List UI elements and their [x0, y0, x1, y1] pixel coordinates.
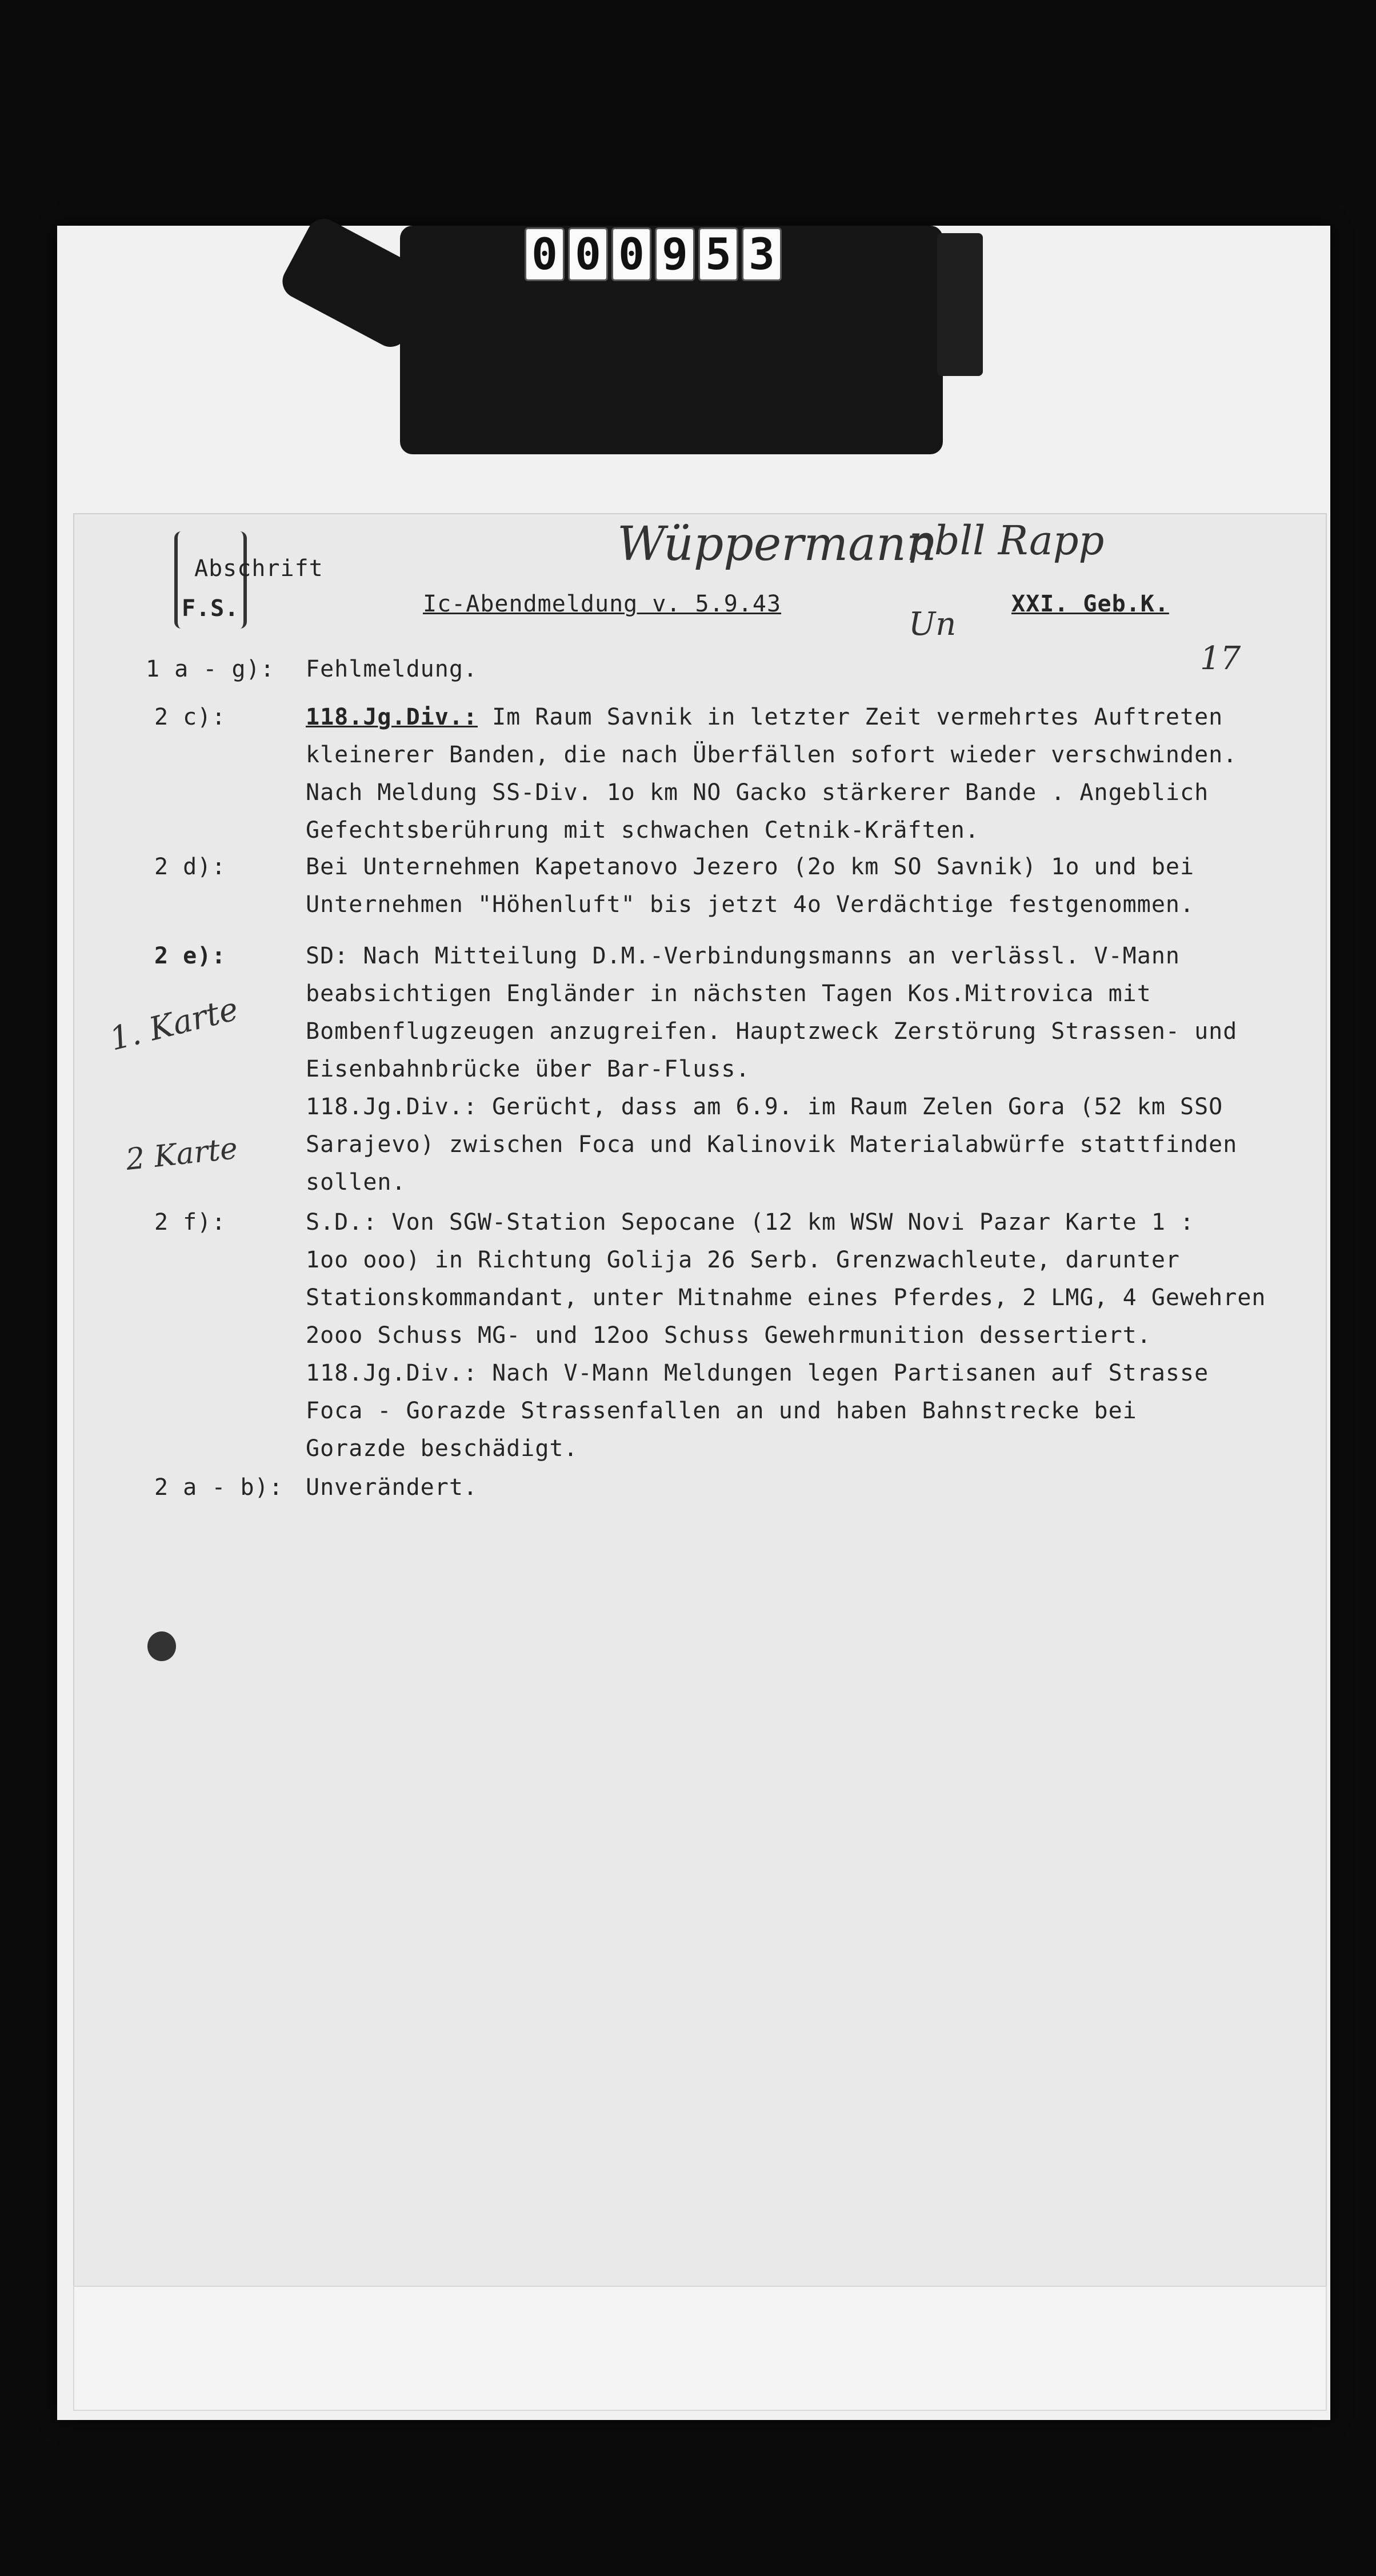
body-text: 1oo ooo) in Richtung Golija 26 Serb. Grenzwachleute, darunter — [306, 1247, 1181, 1273]
counter-digit: 5 — [698, 227, 738, 281]
body-text: S.D.: Von SGW-Station Sepocane (12 km WSW Novi Pazar Karte 1 : — [306, 1209, 1195, 1235]
section-key: 2 f): — [154, 1209, 226, 1235]
report-title: Ic-Abendmeldung v. 5.9.43 — [423, 591, 782, 617]
body-text: 118.Jg.Div.: Gerücht, dass am 6.9. im Raum Zelen Gora (52 km SSO — [306, 1094, 1223, 1120]
body-text: Bei Unternehmen Kapetanovo Jezero (2o km SO Savnik) 1o und bei — [306, 854, 1195, 880]
handwritten-name: Wüppermann — [617, 517, 937, 571]
body-text: Stationskommandant, unter Mitnahme eines Pferdes, 2 LMG, 4 Gewehren — [306, 1285, 1266, 1311]
section-key: 1 a - g): — [146, 656, 275, 682]
copy-label: Abschrift — [194, 555, 323, 582]
body-text: Fehlmeldung. — [306, 656, 478, 682]
unit-reference: 118.Jg.Div.: — [306, 704, 478, 730]
counter-post — [937, 233, 983, 376]
ink-blot — [147, 1631, 176, 1661]
counter-digit: 0 — [525, 227, 565, 281]
unit-label: XXI. Geb.K. — [1011, 591, 1169, 617]
body-text: Gorazde beschädigt. — [306, 1435, 578, 1462]
body-text: Eisenbahnbrücke über Bar-Fluss. — [306, 1056, 750, 1082]
body-text: Gefechtsberührung mit schwachen Cetnik-Kräften. — [306, 817, 979, 843]
section-key: 2 d): — [154, 854, 226, 880]
body-text: Unternehmen "Höhenluft" bis jetzt 4o Verdächtige festgenommen. — [306, 891, 1195, 918]
counter-digit: 0 — [568, 227, 608, 281]
frame-number — [525, 227, 782, 279]
initials: F.S. — [182, 595, 239, 622]
body-text: 118.Jg.Div.: Nach V-Mann Meldungen legen Partisanen auf Strasse — [306, 1360, 1209, 1386]
handwritten-margin-note: 2 Karte — [124, 1131, 239, 1178]
body-text: SD: Nach Mitteilung D.M.-Verbindungsmanns an verlässl. V-Mann — [306, 943, 1181, 969]
counter-digit: 9 — [655, 227, 695, 281]
counter-digit: 0 — [611, 227, 651, 281]
body-text: sollen. — [306, 1169, 406, 1195]
body-text: Bombenflugzeugen anzugreifen. Hauptzweck Zerstörung Strassen- und — [306, 1018, 1238, 1045]
body-text: Sarajevo) zwischen Foca und Kalinovik Materialabwürfe stattfinden — [306, 1131, 1238, 1158]
body-text: Foca - Gorazde Strassenfallen an und haben Bahnstrecke bei — [306, 1398, 1137, 1424]
counter-digit: 3 — [742, 227, 782, 281]
handwritten-note-small: Un — [909, 606, 957, 643]
body-text: beabsichtigen Engländer in nächsten Tagen Kos.Mitrovica mit — [306, 981, 1151, 1007]
handwritten-mark: 17 — [1200, 640, 1241, 677]
section-key: 2 c): — [154, 704, 226, 730]
section-key: 2 e): — [154, 943, 226, 969]
body-text — [306, 704, 1223, 730]
section-key: 2 a - b): — [154, 1474, 283, 1501]
document-page-bottom — [73, 2286, 1327, 2411]
body-text: Nach Meldung SS-Div. 1o km NO Gacko stärkerer Bande . Angeblich — [306, 779, 1209, 806]
handwritten-note: pbll Rapp — [909, 517, 1105, 564]
handwritten-margin-note: 1. Karte — [106, 990, 242, 1058]
body-text: kleinerer Banden, die nach Überfällen sofort wieder verschwinden. — [306, 742, 1238, 768]
body-text: Unverändert. — [306, 1474, 478, 1501]
body-text-rest: Im Raum Savnik in letzter Zeit vermehrtes Auftreten — [477, 704, 1223, 730]
body-text: 2ooo Schuss MG- und 12oo Schuss Gewehrmunition dessertiert. — [306, 1322, 1151, 1349]
